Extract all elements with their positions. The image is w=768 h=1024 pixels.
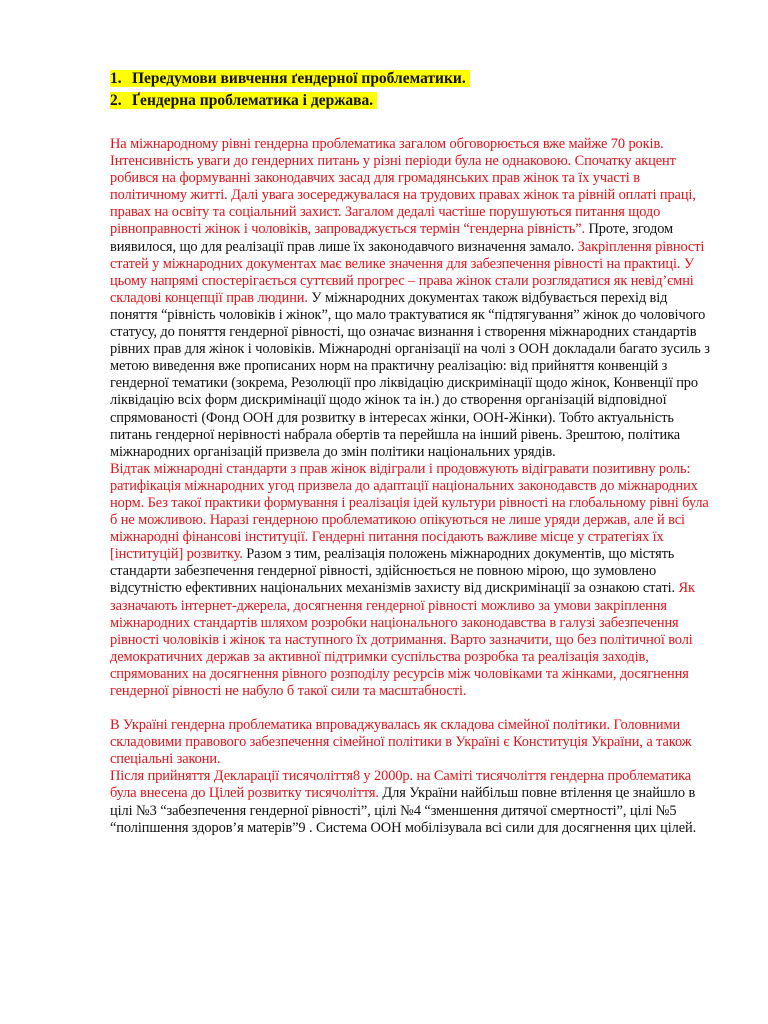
body-text: Разом з тим, реалізація положень міжнародних документів, що містять стандарти забезпечення гендерної рівності, здійснюється не повною мірою, що зумовлено відсутністю ефективних національних механізмів захисту від дискримінації за ознакою статі.: [110, 546, 676, 597]
body-text: Проте, згодом виявилося, що для реалізації прав лише їх законодавчого визначення замало.: [110, 221, 674, 255]
heading-text: Ґендерна проблематика і держава.: [132, 92, 374, 109]
heading-item: [110, 68, 714, 90]
heading-item: [110, 90, 714, 112]
document-page: [110, 68, 714, 837]
red-text: На міжнародному рівні гендерна проблематика загалом обговорюється вже майже 70 років. Інтенсивність уваги до гендерних питань у різні періоди була не однаковою. Спочатку акцент робився на формуванні законодавчих засад для громадянських прав жінок та їх участі в політичному житті. Далі увага зосереджувалася на трудових правах жінок та рівній оплаті праці, правах на освіту та соціальний захист. Загалом дедалі частіше порушуються питання щодо рівноправності жінок і чоловіків, запроваджується термін “гендерна рівність”.: [110, 136, 696, 238]
paragraph-standards: [110, 461, 714, 700]
paragraph-millennium: [110, 768, 714, 836]
paragraph-spacer: [110, 700, 714, 717]
highlighted-heading: [110, 92, 377, 109]
red-text: Закріплення рівності статей у міжнародних документах має велике значення для забезпечення рівності на практиці. У цьому напрямі спостерігається суттєвий прогрес – права жінок стали розглядатися як невід’ємні складові концепції прав людини.: [110, 238, 705, 306]
red-text: Відтак міжнародні стандарти з прав жінок відіграли і продовжують відігравати позитивну роль: ратифікація міжнародних угод призвела до адаптації національних законодавств до міжнародних норм. Без такої практики формування і реалізація ідей культури рівності на глобальному рівні була б не можливою. Наразі гендерною проблематикою опікуються не лише уряди держав, але й всі міжнародні фінансові інституції. Гендерні питання посідають важливе місце у стратегіях їх [інституцій] розвитку.: [110, 460, 709, 563]
heading-number: 1.: [110, 70, 122, 87]
body-text: Для України найбільш повне втілення це знайшло в цілі №3 “забезпечення гендерної рівності”, цілі №4 “зменшення дитячої смертності”, цілі №5 “поліпшення здоров’я матерів”9 . Система ООН мобілізувала всі сили для досягнення цих цілей.: [110, 785, 697, 836]
heading-number: 2.: [110, 92, 122, 109]
paragraph-international: [110, 136, 714, 461]
red-text: Як зазначають інтернет-джерела, досягнення гендерної рівності можливо за умови закріплення міжнародних стандартів шляхом розробки національного законодавства в галузі забезпечення рівності чоловіків і жінок та наступного їх дотримання. Варто зазначити, що без політичної волі демократичних держав за активної підтримки суспільства розробка та реалізація заходів, спрямованих на досягнення рівного розподілу ресурсів між чоловіками та жінками, досягнення гендерної рівності не набуло б такої сили та масштабності.: [110, 580, 695, 699]
body-text: У міжнародних документах також відбувається перехід від поняття “рівність чоловіків і жінок”, що мало трактуватися як “підтягування” жінок до чоловічого статусу, до поняття гендерної рівності, що означає визнання і створення міжнародних стандартів рівних прав для жінок і чоловіків. Міжнародні організації на чолі з ООН докладали багато зусиль з метою виведення вже прописаних норм на практичну реалізацію: від прийняття конвенцій з гендерної тематики (зокрема, Резолюції про ліквідацію дискримінації щодо жінок, Конвенції про ліквідацію всіх форм дискримінації щодо жінок та ін.) до створення організацій відповідної спрямованості (Фонд ООН для розвитку в інтересах жінки, ООН-Жінки). Тобто актуальність питань гендерної нерівності набрала обертів та перейшла на інший рівень. Зрештою, політика міжнародних організацій призвела до змін політики національних урядів.: [110, 289, 710, 460]
highlighted-heading: [110, 70, 470, 87]
heading-text: Передумови вивчення ґендерної проблематики.: [132, 70, 466, 87]
red-text: Після прийняття Декларації тисячоліття8 у 2000р. на Саміті тисячоліття гендерна проблематика була внесена до Цілей розвитку тисячоліття.: [110, 768, 692, 802]
section-headings: [110, 68, 714, 112]
red-text: В Україні гендерна проблематика впроваджувалась як складова сімейної політики. Головними складовими правового забезпечення сімейної політики в Україні є Конституція України, а також спеціальні закони.: [110, 717, 692, 768]
paragraph-ukraine: [110, 717, 714, 768]
